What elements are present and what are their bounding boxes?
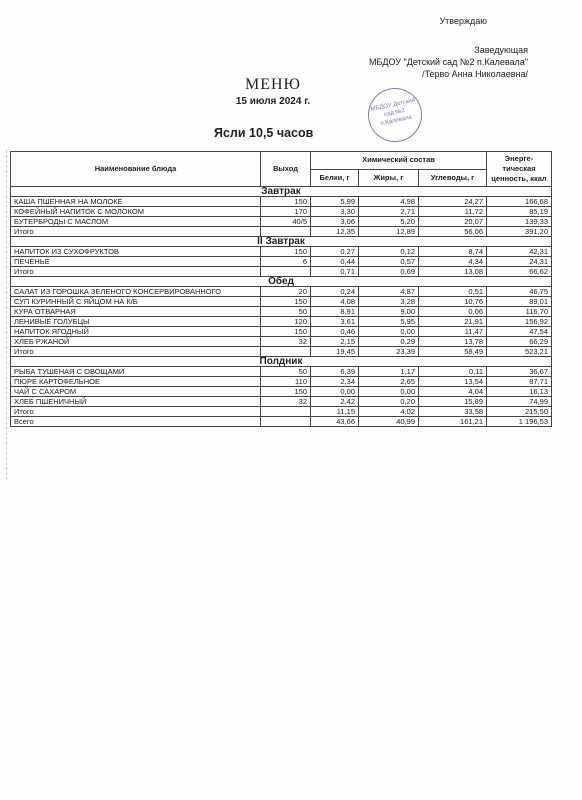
dish-carb: 56,06 xyxy=(419,227,487,237)
dish-fat: 2,65 xyxy=(359,377,419,387)
section-title: Полдник xyxy=(11,357,552,367)
total-row xyxy=(11,407,552,417)
grand-total-row xyxy=(11,417,552,427)
dish-energy: 74,99 xyxy=(487,397,552,407)
dish-carb: 11,47 xyxy=(419,327,487,337)
dish-carb: 24,27 xyxy=(419,197,487,207)
table-row xyxy=(11,287,552,297)
dish-fat: 0,00 xyxy=(359,387,419,397)
dish-yield xyxy=(261,227,311,237)
dish-fat: 0,20 xyxy=(359,397,419,407)
table-row xyxy=(11,207,552,217)
dish-fat: 0,69 xyxy=(359,267,419,277)
table-row xyxy=(11,397,552,407)
dish-fat: 4,02 xyxy=(359,407,419,417)
dish-energy: 46,75 xyxy=(487,287,552,297)
dish-yield: 110 xyxy=(261,377,311,387)
header-yield: Выход xyxy=(261,152,311,187)
dish-yield: 150 xyxy=(261,387,311,397)
header-name: Наименование блюда xyxy=(11,152,261,187)
dish-fat: 0,29 xyxy=(359,337,419,347)
approver-org: МБДОУ "Детский сад №2 п.Калевала" xyxy=(369,57,528,67)
dish-energy: 16,13 xyxy=(487,387,552,397)
table-row xyxy=(11,377,552,387)
dish-carb: 8,74 xyxy=(419,247,487,257)
dish-yield: 150 xyxy=(261,247,311,257)
dish-yield: 32 xyxy=(261,337,311,347)
dish-carb: 33,58 xyxy=(419,407,487,417)
table-row xyxy=(11,297,552,307)
dish-fat: 9,00 xyxy=(359,307,419,317)
dish-fat: 40,99 xyxy=(359,417,419,427)
dish-protein: 0,71 xyxy=(311,267,359,277)
dish-protein: 0,24 xyxy=(311,287,359,297)
dish-energy: 215,50 xyxy=(487,407,552,417)
dish-fat: 0,57 xyxy=(359,257,419,267)
dish-name: НАПИТОК ИЗ СУХОФРУКТОВ xyxy=(11,247,261,257)
approver-name: /Терво Анна Николаевна/ xyxy=(421,69,528,79)
dish-yield: 120 xyxy=(261,317,311,327)
menu-body xyxy=(11,187,552,427)
dish-protein: 0,00 xyxy=(311,387,359,397)
dish-name: РЫБА ТУШЕНАЯ С ОВОЩАМИ xyxy=(11,367,261,377)
dish-yield xyxy=(261,417,311,427)
dish-carb: 21,91 xyxy=(419,317,487,327)
dish-carb: 4,04 xyxy=(419,387,487,397)
dish-yield: 170 xyxy=(261,207,311,217)
page-title: МЕНЮ xyxy=(245,76,301,93)
group-label: Ясли 10,5 часов xyxy=(214,126,314,140)
dish-energy: 24,31 xyxy=(487,257,552,267)
title-block xyxy=(0,76,582,107)
dish-carb: 0,51 xyxy=(419,287,487,297)
dish-name: ПЮРЕ КАРТОФЕЛЬНОЕ xyxy=(11,377,261,387)
dish-yield xyxy=(261,267,311,277)
dish-protein: 4,08 xyxy=(311,297,359,307)
dish-protein: 6,39 xyxy=(311,367,359,377)
table-row xyxy=(11,337,552,347)
dish-fat: 5,95 xyxy=(359,317,419,327)
section-title: Завтрак xyxy=(11,187,552,197)
dish-name: НАПИТОК ЯГОДНЫЙ xyxy=(11,327,261,337)
dish-protein: 0,27 xyxy=(311,247,359,257)
dish-name: ХЛЕБ РЖАНОЙ xyxy=(11,337,261,347)
dish-energy: 156,92 xyxy=(487,317,552,327)
section-row xyxy=(11,277,552,287)
dish-carb: 13,08 xyxy=(419,267,487,277)
table-row xyxy=(11,367,552,377)
total-row xyxy=(11,267,552,277)
dish-energy: 47,54 xyxy=(487,327,552,337)
dish-protein: 12,35 xyxy=(311,227,359,237)
table-row xyxy=(11,217,552,227)
dish-carb: 10,76 xyxy=(419,297,487,307)
dish-carb: 4,34 xyxy=(419,257,487,267)
dish-name: КОФЕЙНЫЙ НАПИТОК С МОЛОКОМ xyxy=(11,207,261,217)
dish-fat: 4,87 xyxy=(359,287,419,297)
dish-name: ХЛЕБ ПШЕНИЧНЫЙ xyxy=(11,397,261,407)
dish-protein: 3,06 xyxy=(311,217,359,227)
dish-carb: 11,72 xyxy=(419,207,487,217)
dish-energy: 116,70 xyxy=(487,307,552,317)
header-carb: Углеводы, г xyxy=(419,169,487,187)
dish-protein: 19,45 xyxy=(311,347,359,357)
dish-energy: 523,21 xyxy=(487,347,552,357)
section-title: Обед xyxy=(11,277,552,287)
dish-protein: 3,61 xyxy=(311,317,359,327)
dish-yield: 150 xyxy=(261,197,311,207)
dish-energy: 66,62 xyxy=(487,267,552,277)
dish-carb: 0,06 xyxy=(419,307,487,317)
dish-fat: 4,98 xyxy=(359,197,419,207)
header-chem: Химический состав xyxy=(311,152,487,170)
total-row xyxy=(11,347,552,357)
dish-yield xyxy=(261,407,311,417)
table-row xyxy=(11,387,552,397)
table-row xyxy=(11,247,552,257)
dish-yield: 6 xyxy=(261,257,311,267)
dish-fat: 12,89 xyxy=(359,227,419,237)
dish-energy: 391,20 xyxy=(487,227,552,237)
dish-protein: 43,66 xyxy=(311,417,359,427)
approve-label: Утверждаю xyxy=(439,16,487,26)
dish-name: Итого xyxy=(11,347,261,357)
dish-energy: 66,29 xyxy=(487,337,552,347)
table-row xyxy=(11,307,552,317)
dish-protein: 2,34 xyxy=(311,377,359,387)
dish-fat: 3,28 xyxy=(359,297,419,307)
dish-energy: 166,68 xyxy=(487,197,552,207)
dish-energy: 36,67 xyxy=(487,367,552,377)
dish-yield: 20 xyxy=(261,287,311,297)
dish-carb: 58,49 xyxy=(419,347,487,357)
total-row xyxy=(11,227,552,237)
dish-fat: 0,12 xyxy=(359,247,419,257)
dish-fat: 0,00 xyxy=(359,327,419,337)
dish-energy: 42,31 xyxy=(487,247,552,257)
section-row xyxy=(11,357,552,367)
dish-fat: 2,71 xyxy=(359,207,419,217)
section-row xyxy=(11,187,552,197)
dish-protein: 5,99 xyxy=(311,197,359,207)
dish-protein: 2,15 xyxy=(311,337,359,347)
dish-yield: 32 xyxy=(261,397,311,407)
dish-name: КУРА ОТВАРНАЯ xyxy=(11,307,261,317)
dish-energy: 89,01 xyxy=(487,297,552,307)
stamp-seal: МБДОУ Детский сад №2 п.Калевала xyxy=(363,83,427,147)
dish-yield: 150 xyxy=(261,327,311,337)
dish-fat: 1,17 xyxy=(359,367,419,377)
dish-protein: 0,44 xyxy=(311,257,359,267)
dish-protein: 3,30 xyxy=(311,207,359,217)
dish-fat: 5,20 xyxy=(359,217,419,227)
table-row xyxy=(11,197,552,207)
menu-date: 15 июля 2024 г. xyxy=(235,96,311,107)
dish-name: ЛЕНИВЫЕ ГОЛУБЦЫ xyxy=(11,317,261,327)
dish-yield: 50 xyxy=(261,367,311,377)
dish-yield: 150 xyxy=(261,297,311,307)
dish-energy: 139,33 xyxy=(487,217,552,227)
dish-name: Всего xyxy=(11,417,261,427)
table-row xyxy=(11,257,552,267)
dish-carb: 13,54 xyxy=(419,377,487,387)
header-protein: Белки, г xyxy=(311,169,359,187)
dish-protein: 8,91 xyxy=(311,307,359,317)
dish-fat: 23,39 xyxy=(359,347,419,357)
section-title: II Завтрак xyxy=(11,237,552,247)
dish-carb: 20,07 xyxy=(419,217,487,227)
dish-yield xyxy=(261,347,311,357)
header-fat: Жиры, г xyxy=(359,169,419,187)
binder-holes xyxy=(0,150,7,480)
dish-protein: 11,15 xyxy=(311,407,359,417)
dish-protein: 2,42 xyxy=(311,397,359,407)
dish-name: САЛАТ ИЗ ГОРОШКА ЗЕЛЕНОГО КОНСЕРВИРОВАННОГО xyxy=(11,287,261,297)
dish-carb: 13,78 xyxy=(419,337,487,347)
dish-name: БУТЕРБРОДЫ С МАСЛОМ xyxy=(11,217,261,227)
header-energy: Энерге-тическая ценность, ккал xyxy=(487,152,552,187)
dish-yield: 50 xyxy=(261,307,311,317)
dish-protein: 0,46 xyxy=(311,327,359,337)
dish-carb: 15,89 xyxy=(419,397,487,407)
dish-energy: 1 196,53 xyxy=(487,417,552,427)
dish-name: Итого xyxy=(11,227,261,237)
menu-table xyxy=(10,151,552,427)
approver-block xyxy=(369,44,528,80)
table-row xyxy=(11,317,552,327)
dish-name: Итого xyxy=(11,267,261,277)
dish-energy: 87,71 xyxy=(487,377,552,387)
dish-name: ЧАЙ С САХАРОМ xyxy=(11,387,261,397)
section-row xyxy=(11,237,552,247)
dish-carb: 161,21 xyxy=(419,417,487,427)
dish-yield: 40/5 xyxy=(261,217,311,227)
approver-position: Заведующая xyxy=(474,45,528,55)
dish-name: КАША ПШЕННАЯ НА МОЛОКЕ xyxy=(11,197,261,207)
dish-energy: 85,19 xyxy=(487,207,552,217)
dish-name: СУП КУРИННЫЙ С ЯЙЦОМ НА К/Б xyxy=(11,297,261,307)
dish-carb: 0,11 xyxy=(419,367,487,377)
table-row xyxy=(11,327,552,337)
dish-name: Итого xyxy=(11,407,261,417)
dish-name: ПЕЧЕНЬЕ xyxy=(11,257,261,267)
